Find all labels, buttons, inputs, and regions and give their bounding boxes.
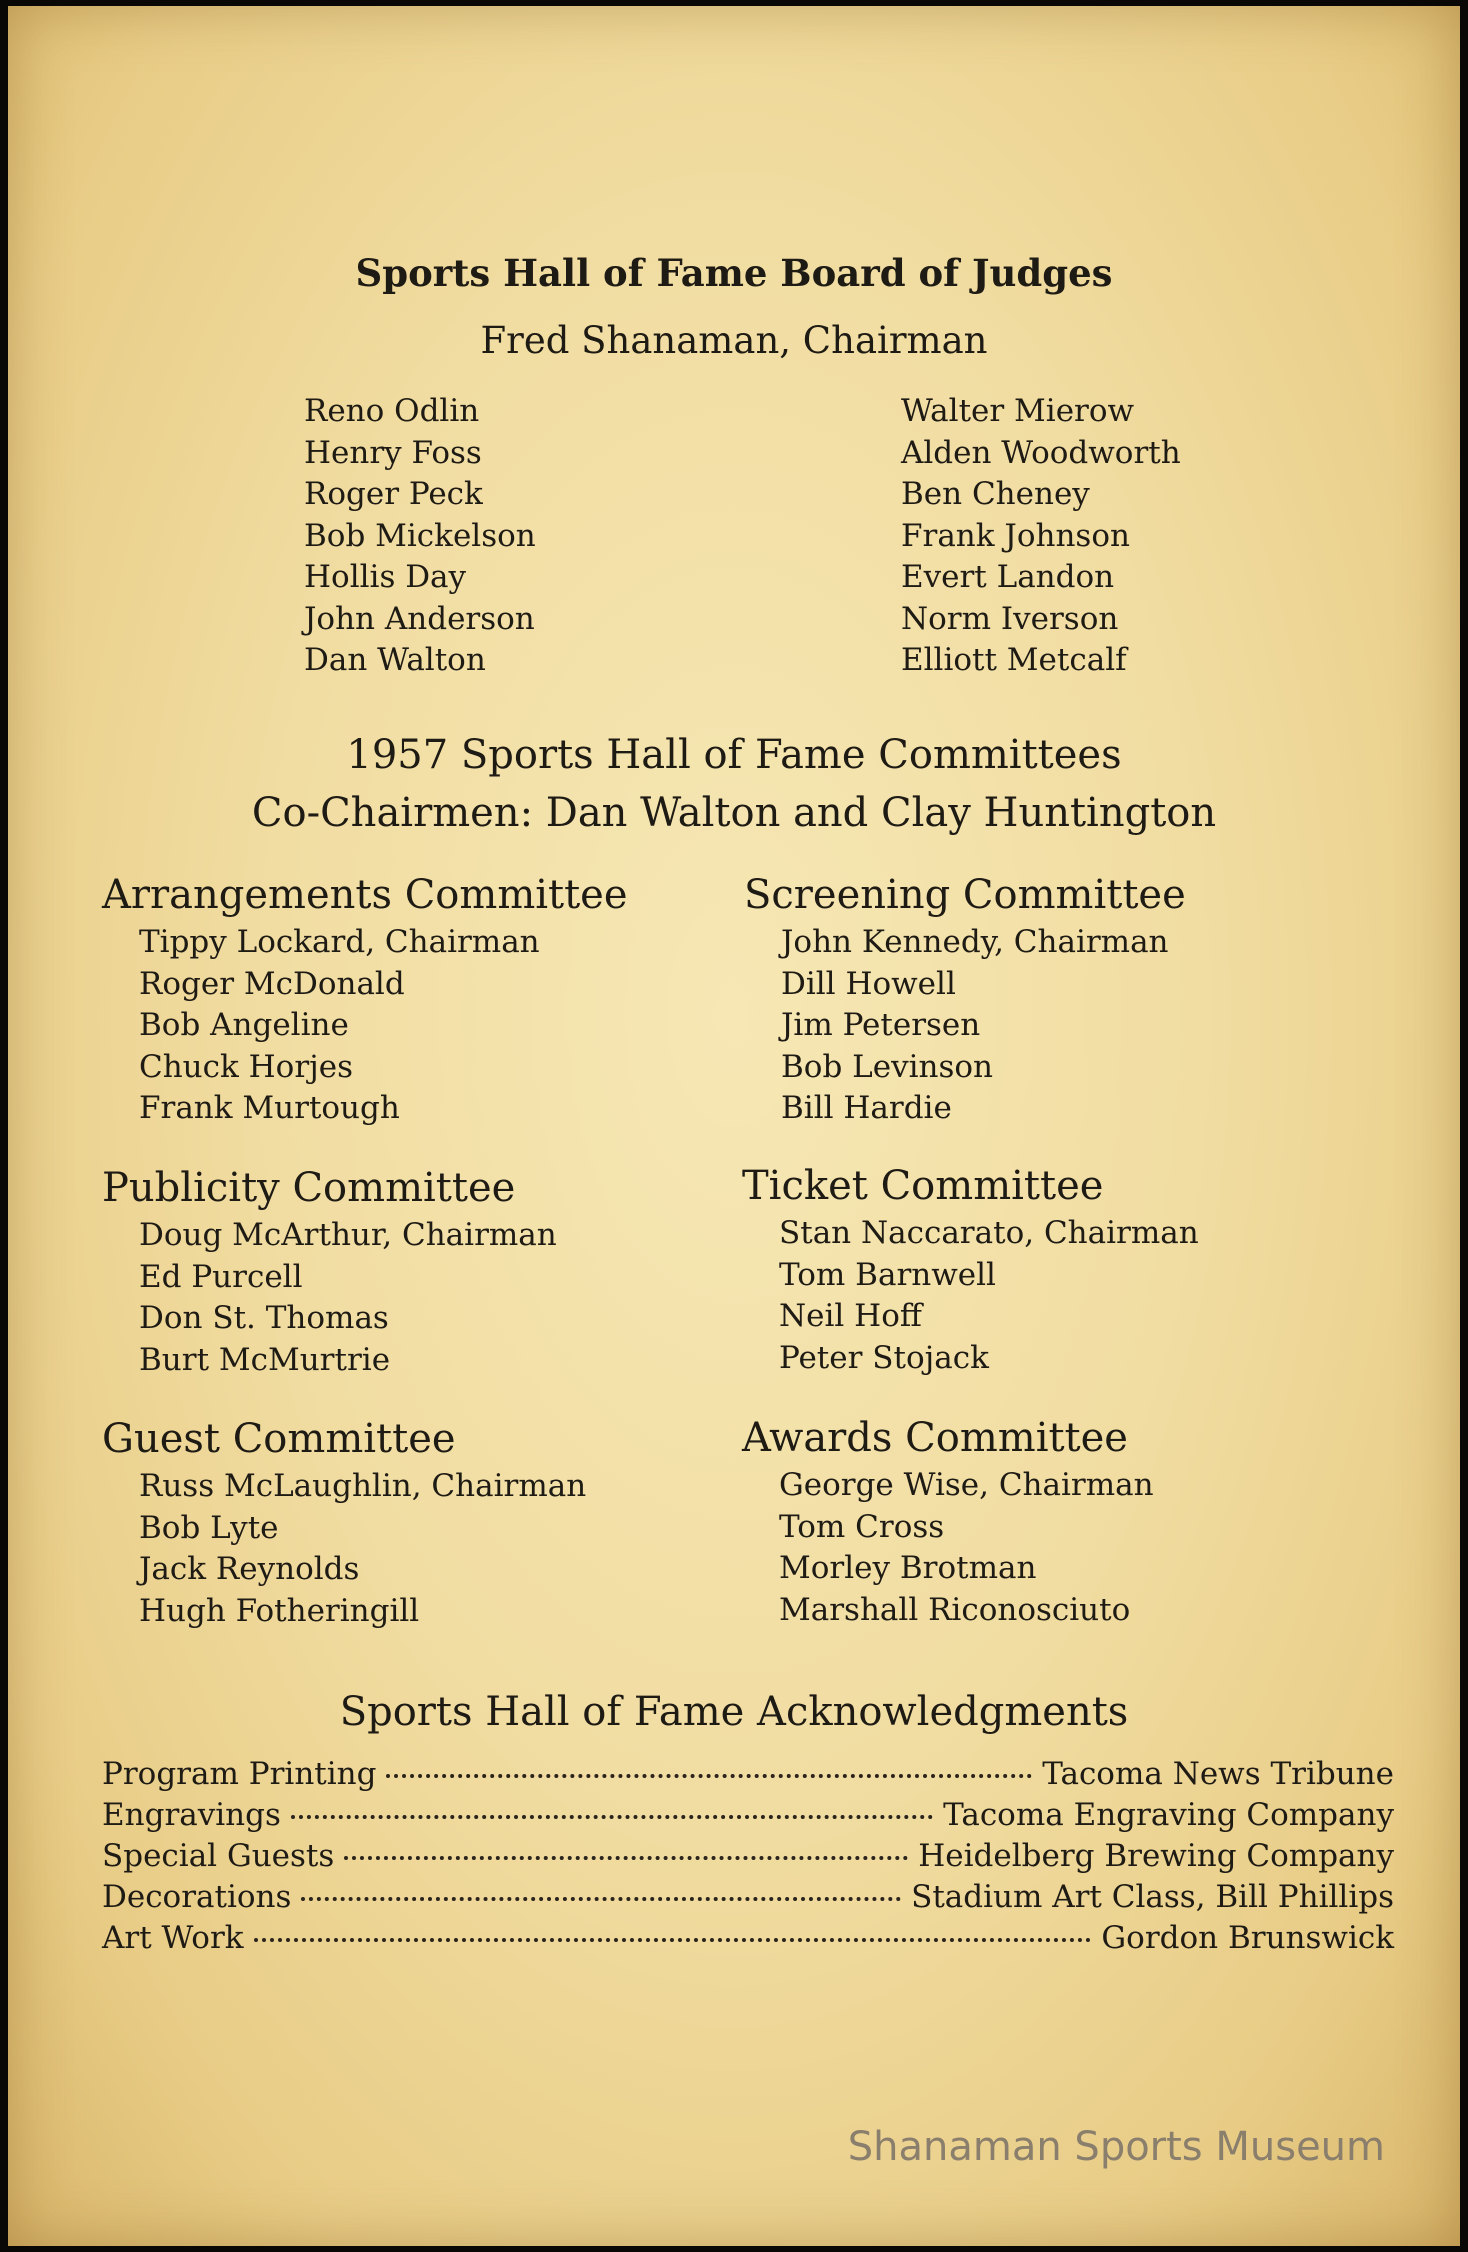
committee-member: Dill Howell bbox=[781, 965, 956, 1002]
acknowledgment-label: Engravings bbox=[102, 1797, 281, 1833]
committee-member: Stan Naccarato, Chairman bbox=[779, 1215, 1199, 1251]
acknowledgment-label: Program Printing bbox=[102, 1756, 377, 1792]
acknowledgment-value: Heidelberg Brewing Company bbox=[918, 1838, 1394, 1874]
judges-chairman: Fred Shanaman, Chairman bbox=[480, 319, 988, 362]
committee-member: Bill Hardie bbox=[781, 1090, 952, 1126]
judges-list-left bbox=[304, 391, 536, 682]
committee-member: John Kennedy, Chairman bbox=[781, 924, 1169, 960]
committee-member: Jack Reynolds bbox=[139, 1551, 360, 1587]
judge-name: John Anderson bbox=[304, 600, 535, 637]
judge-name: Elliott Metcalf bbox=[901, 642, 1127, 678]
acknowledgment-value: Tacoma Engraving Company bbox=[943, 1797, 1394, 1833]
dot-leader bbox=[301, 1897, 901, 1901]
committee-member: Don St. Thomas bbox=[139, 1300, 389, 1336]
dot-leader bbox=[291, 1815, 933, 1819]
committee-name: Publicity Committee bbox=[102, 1165, 516, 1211]
committee-member: Peter Stojack bbox=[779, 1339, 989, 1376]
committee-member: Ed Purcell bbox=[139, 1258, 303, 1295]
judge-name: Roger Peck bbox=[304, 476, 483, 512]
dot-leader bbox=[254, 1938, 1092, 1942]
committee-member: Doug McArthur, Chairman bbox=[139, 1217, 557, 1253]
judge-name: Reno Odlin bbox=[304, 393, 480, 429]
acknowledgment-row bbox=[102, 1920, 1394, 1961]
judge-name: Alden Woodworth bbox=[901, 434, 1181, 471]
committees-title: 1957 Sports Hall of Fame Committees bbox=[346, 732, 1122, 778]
acknowledgment-row bbox=[102, 1879, 1394, 1920]
judges-title: Sports Hall of Fame Board of Judges bbox=[355, 251, 1113, 295]
committee-member: Russ McLaughlin, Chairman bbox=[139, 1468, 587, 1504]
committee-name: Ticket Committee bbox=[742, 1163, 1104, 1209]
acknowledgment-row bbox=[102, 1797, 1394, 1838]
committee-member: Roger McDonald bbox=[139, 965, 405, 1002]
judge-name: Evert Landon bbox=[901, 559, 1115, 595]
acknowledgment-value: Tacoma News Tribune bbox=[1042, 1756, 1394, 1792]
dot-leader bbox=[386, 1774, 1032, 1778]
acknowledgment-label: Decorations bbox=[102, 1879, 292, 1915]
acknowledgment-label: Art Work bbox=[102, 1920, 244, 1956]
committee-member: Tom Cross bbox=[779, 1508, 945, 1545]
judge-name: Dan Walton bbox=[304, 642, 486, 678]
arrangements-committee bbox=[102, 868, 628, 1130]
committee-member: Bob Angeline bbox=[139, 1007, 349, 1043]
judge-name: Hollis Day bbox=[304, 559, 467, 595]
committee-member: Hugh Fotheringill bbox=[139, 1592, 420, 1629]
museum-watermark: Shanaman Sports Museum bbox=[847, 2124, 1385, 2170]
judge-name: Ben Cheney bbox=[901, 476, 1090, 512]
acknowledgments-title: Sports Hall of Fame Acknowledgments bbox=[339, 1689, 1129, 1735]
judge-name: Norm Iverson bbox=[901, 600, 1119, 637]
committee-member: Bob Lyte bbox=[139, 1509, 279, 1546]
committee-member: Chuck Horjes bbox=[139, 1048, 354, 1085]
guest-committee bbox=[102, 1412, 586, 1632]
judges-list-right bbox=[901, 391, 1181, 682]
dot-leader bbox=[344, 1856, 908, 1860]
committee-member: Jim Petersen bbox=[781, 1007, 981, 1043]
ticket-committee bbox=[742, 1159, 1199, 1379]
publicity-committee bbox=[102, 1161, 557, 1381]
committee-member: Tom Barnwell bbox=[779, 1256, 996, 1293]
committee-member: Burt McMurtrie bbox=[139, 1341, 391, 1378]
acknowledgment-row bbox=[102, 1838, 1394, 1879]
committee-name: Awards Committee bbox=[742, 1415, 1128, 1461]
acknowledgment-value: Gordon Brunswick bbox=[1101, 1920, 1394, 1956]
committee-name: Arrangements Committee bbox=[102, 872, 628, 918]
program-page bbox=[8, 6, 1460, 2246]
committee-member: Morley Brotman bbox=[779, 1550, 1037, 1586]
committee-member: Tippy Lockard, Chairman bbox=[139, 924, 540, 960]
committee-name: Guest Committee bbox=[102, 1416, 456, 1462]
judge-name: Henry Foss bbox=[304, 434, 482, 471]
committee-member: Marshall Riconosciuto bbox=[779, 1591, 1131, 1628]
awards-committee bbox=[742, 1411, 1154, 1631]
committees-cochairmen: Co-Chairmen: Dan Walton and Clay Huntington bbox=[251, 790, 1217, 836]
committee-member: Frank Murtough bbox=[139, 1090, 400, 1126]
acknowledgment-value: Stadium Art Class, Bill Phillips bbox=[911, 1879, 1394, 1915]
committee-name: Screening Committee bbox=[744, 872, 1186, 918]
acknowledgments-list bbox=[102, 1756, 1394, 1961]
committee-member: George Wise, Chairman bbox=[779, 1467, 1154, 1503]
committee-member: Neil Hoff bbox=[779, 1298, 922, 1334]
screening-committee bbox=[744, 868, 1186, 1130]
acknowledgment-row bbox=[102, 1756, 1394, 1797]
judge-name: Frank Johnson bbox=[901, 517, 1130, 554]
judge-name: Walter Mierow bbox=[901, 393, 1135, 429]
committee-member: Bob Levinson bbox=[781, 1048, 994, 1085]
judge-name: Bob Mickelson bbox=[304, 517, 536, 554]
acknowledgment-label: Special Guests bbox=[102, 1838, 335, 1874]
